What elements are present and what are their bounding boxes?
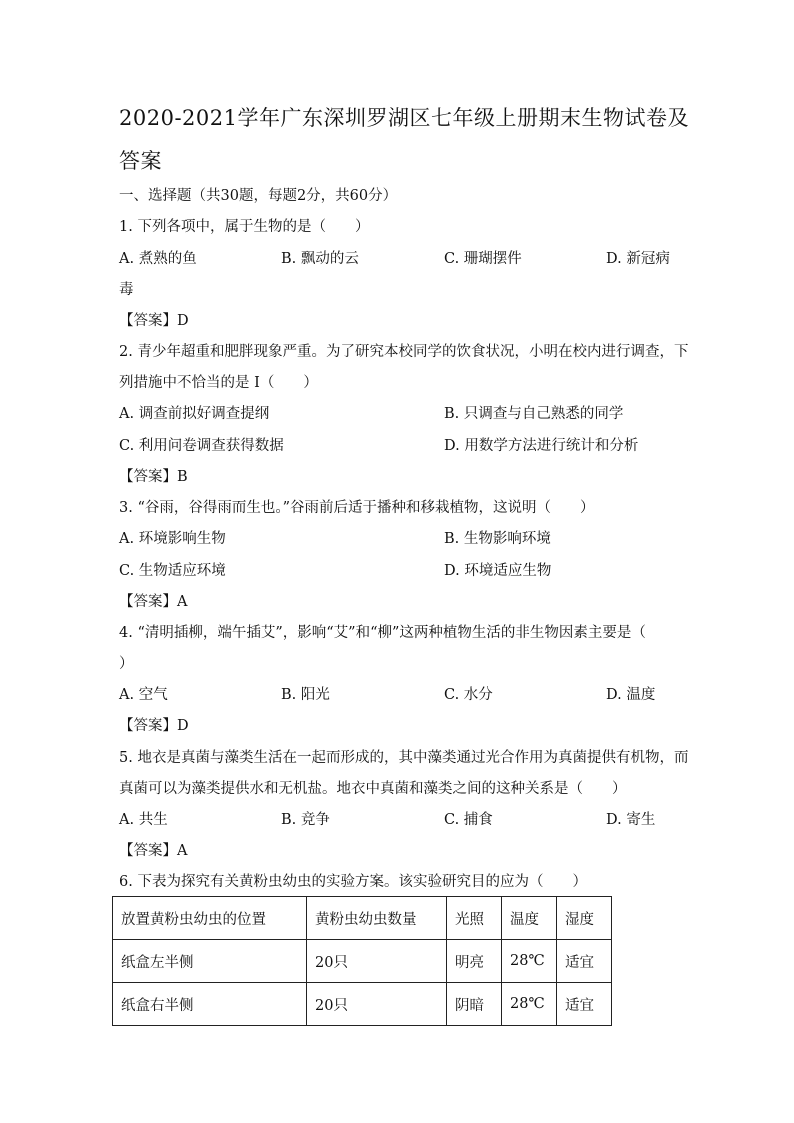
question-1-option-d: D. 新冠病 xyxy=(606,251,670,267)
table-cell: 明亮 xyxy=(447,940,502,983)
table-row xyxy=(113,983,612,1026)
experiment-table xyxy=(112,896,612,1026)
table-header-cell: 黄粉虫幼虫数量 xyxy=(307,897,447,940)
question-4-option-d: D. 温度 xyxy=(606,687,656,703)
question-5-option-d: D. 寄生 xyxy=(606,812,656,828)
table-cell: 20只 xyxy=(307,940,447,983)
question-4-option-b: B. 阳光 xyxy=(281,687,330,703)
table-cell: 28℃ xyxy=(502,983,557,1026)
question-6-stem: 6. 下表为探究有关黄粉虫幼虫的实验方案。该实验研究目的应为（ ） xyxy=(119,874,587,890)
question-1-answer: 【答案】D xyxy=(119,313,189,329)
section-heading: 一、选择题（共30题，每题2分，共60分） xyxy=(119,188,398,204)
table-header-row xyxy=(113,897,612,940)
question-5-stem-line-1: 5. 地衣是真菌与藻类生活在一起而形成的，其中藻类通过光合作用为真菌提供有机物，而 xyxy=(119,750,689,766)
question-2-stem-line-1: 2. 青少年超重和肥胖现象严重。为了研究本校同学的饮食状况，小明在校内进行调查，下 xyxy=(119,344,689,360)
document-title-line-1: 2020-2021学年广东深圳罗湖区七年级上册期末生物试卷及 xyxy=(119,106,689,130)
question-1-option-wrap: 毒 xyxy=(119,282,134,298)
question-2-option-b: B. 只调查与自己熟悉的同学 xyxy=(444,406,624,422)
question-2-stem-line-2: 列措施中不恰当的是 I（ ） xyxy=(119,375,318,391)
question-1-option-b: B. 飘动的云 xyxy=(281,251,359,267)
question-5-option-a: A. 共生 xyxy=(119,812,168,828)
question-4-stem-line-2: ） xyxy=(119,656,134,672)
table-header-cell: 温度 xyxy=(502,897,557,940)
table-row xyxy=(113,940,612,983)
table-cell: 纸盒左半侧 xyxy=(113,940,307,983)
document-title-line-2: 答案 xyxy=(119,149,162,173)
table-cell: 适宜 xyxy=(557,983,612,1026)
question-2-option-a: A. 调查前拟好调查提纲 xyxy=(119,406,270,422)
question-5-answer: 【答案】A xyxy=(119,843,188,859)
question-1-option-c: C. 珊瑚摆件 xyxy=(444,251,522,267)
question-1-option-a: A. 煮熟的鱼 xyxy=(119,251,197,267)
question-3-option-c: C. 生物适应环境 xyxy=(119,563,226,579)
question-5-option-c: C. 捕食 xyxy=(444,812,493,828)
table-cell: 28℃ xyxy=(502,940,557,983)
question-4-option-c: C. 水分 xyxy=(444,687,493,703)
question-1-stem: 1. 下列各项中，属于生物的是（ ） xyxy=(119,219,370,235)
question-4-stem-line-1: 4. “清明插柳，端午插艾”，影响“艾”和“柳”这两种植物生活的非生物因素主要是（ xyxy=(119,625,646,641)
question-3-answer: 【答案】A xyxy=(119,594,188,610)
question-4-option-a: A. 空气 xyxy=(119,687,168,703)
table-cell: 纸盒右半侧 xyxy=(113,983,307,1026)
table-cell: 适宜 xyxy=(557,940,612,983)
table-header-cell: 光照 xyxy=(447,897,502,940)
table-cell: 阴暗 xyxy=(447,983,502,1026)
question-4-answer: 【答案】D xyxy=(119,718,189,734)
question-3-stem: 3. “谷雨，谷得雨而生也。”谷雨前后适于播种和移栽植物，这说明（ ） xyxy=(119,500,595,516)
table-cell: 20只 xyxy=(307,983,447,1026)
question-2-option-d: D. 用数学方法进行统计和分析 xyxy=(444,438,639,454)
question-5-option-b: B. 竞争 xyxy=(281,812,330,828)
question-3-option-b: B. 生物影响环境 xyxy=(444,531,551,547)
question-2-option-c: C. 利用问卷调查获得数据 xyxy=(119,438,284,454)
question-3-option-a: A. 环境影响生物 xyxy=(119,531,226,547)
table-header-cell: 湿度 xyxy=(557,897,612,940)
question-2-answer: 【答案】B xyxy=(119,469,188,485)
question-3-option-d: D. 环境适应生物 xyxy=(444,563,552,579)
table-header-cell: 放置黄粉虫幼虫的位置 xyxy=(113,897,307,940)
question-5-stem-line-2: 真菌可以为藻类提供水和无机盐。地衣中真菌和藻类之间的这种关系是（ ） xyxy=(119,781,627,797)
